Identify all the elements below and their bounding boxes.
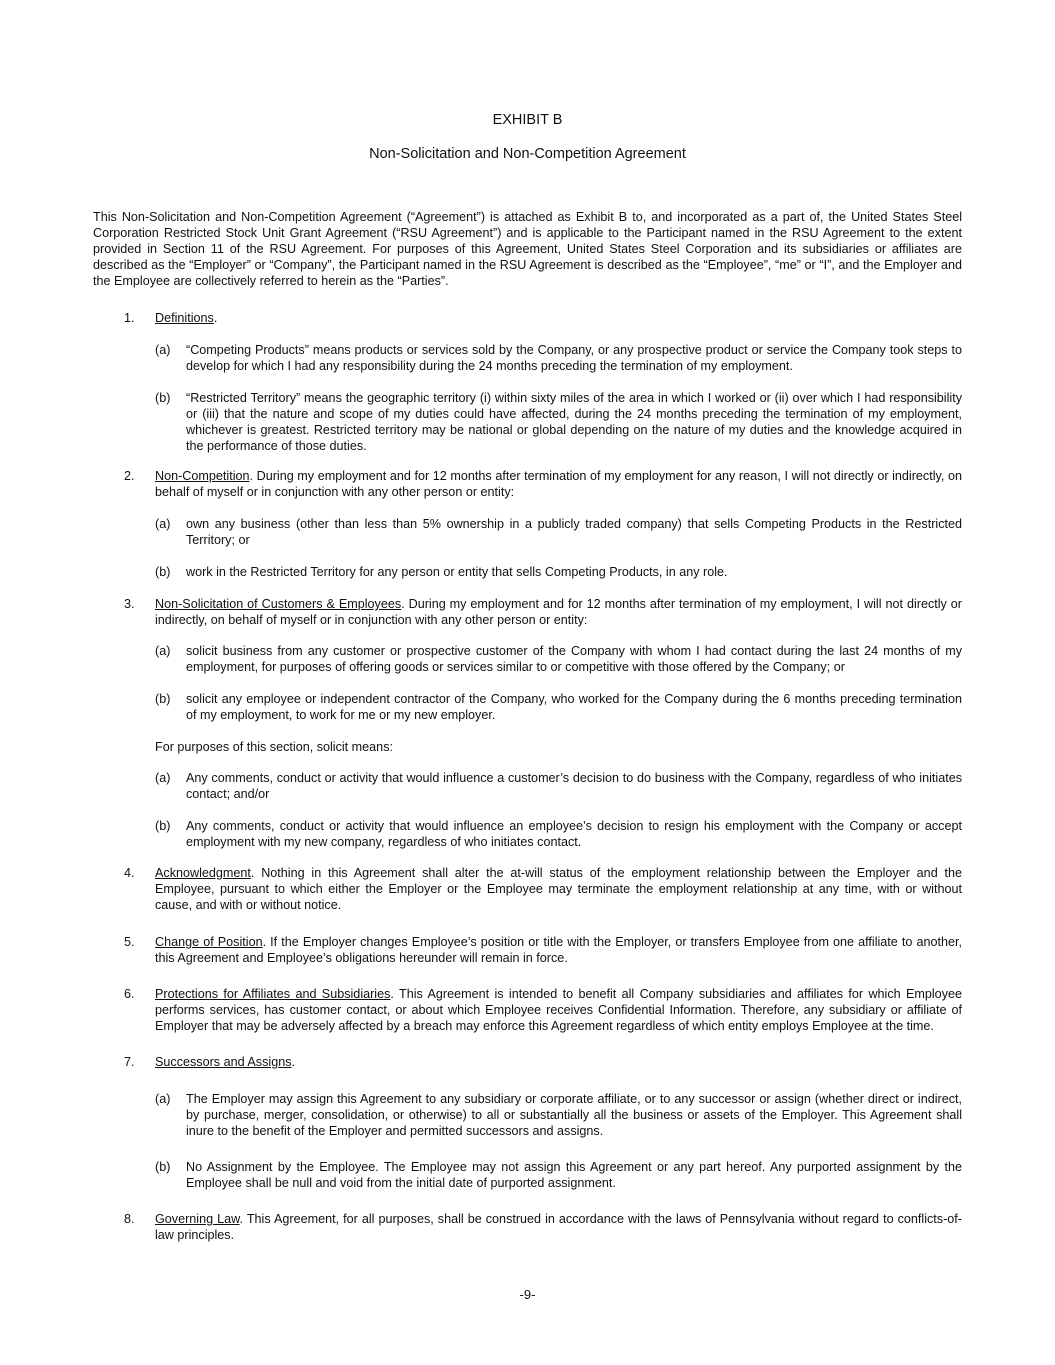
subsection-letter: (a) bbox=[155, 517, 171, 531]
exhibit-title: EXHIBIT B bbox=[492, 112, 563, 128]
intro-paragraph: This Non-Solicitation and Non-Competition Agreement (“Agreement”) is attached as Exhibit B to, and incorporated as a part of, the United States Steel Corporation Restricted Stock Unit Grant Agreement (“RSU Agreement”) and is applicable to the Participant named in the RSU Agreement to the extent provided in Section 11 of the RSU Agreement. For purposes of this Agreement, United States Steel Corporation and its subsidiaries or affiliates are described as the “Employer” or “Company”, the Participant named in the RSU Agreement is described as the “Employee”, “me” or “I”, and the Employer and the Employee are collectively referred to herein as the “Parties”. bbox=[93, 210, 962, 288]
solicit-definition-intro: For purposes of this section, solicit means: bbox=[155, 740, 393, 754]
section-7 bbox=[93, 1054, 962, 1070]
subsection-letter: (b) bbox=[155, 819, 171, 833]
section-heading: Governing Law bbox=[155, 1212, 240, 1226]
subsection-text: solicit business from any customer or prospective customer of the Company with whom I had contact during the last 24 months of my employment, for purposes of offering goods or services similar to or competitive with those offered by the Company; or bbox=[186, 644, 962, 674]
subsection-letter: (a) bbox=[155, 1092, 171, 1106]
subsection-text: “Competing Products” means products or services sold by the Company, or any prospective product or service the Company took steps to develop for which I had any responsibility during the 24 months preceding the termination of my employment. bbox=[186, 343, 962, 373]
section-6 bbox=[93, 986, 962, 1034]
section-number: 3. bbox=[124, 597, 135, 611]
subsection-text: solicit any employee or independent contractor of the Company, who worked for the Company during the 6 months preceding termination of my employment, to work for me or my new employer. bbox=[186, 692, 962, 722]
section-5 bbox=[93, 934, 962, 966]
subsection-2a bbox=[155, 516, 962, 548]
section-number: 6. bbox=[124, 987, 135, 1001]
section-heading: Successors and Assigns bbox=[155, 1055, 292, 1069]
section-heading: Change of Position bbox=[155, 935, 263, 949]
section-2 bbox=[93, 468, 962, 500]
section-number: 7. bbox=[124, 1055, 135, 1069]
subsection-text: Any comments, conduct or activity that would influence an employee’s decision to resign his employment with the Company or accept employment with my new company, regardless of who initiates contact. bbox=[186, 819, 962, 849]
subsection-text: work in the Restricted Territory for any person or entity that sells Competing Products, in any role. bbox=[186, 565, 728, 579]
subsection-1a bbox=[155, 342, 962, 374]
section-4 bbox=[93, 865, 962, 913]
section-number: 1. bbox=[124, 311, 135, 325]
section-heading: Acknowledgment bbox=[155, 866, 251, 880]
subsection-7b bbox=[155, 1159, 962, 1191]
section-8 bbox=[93, 1211, 962, 1243]
page-number: -9- bbox=[519, 1287, 536, 1302]
subsection-3b bbox=[155, 691, 962, 723]
subsection-1b bbox=[155, 390, 962, 454]
subsection-3a bbox=[155, 643, 962, 675]
section-text: . bbox=[213, 311, 218, 325]
section-heading: Non-Competition bbox=[155, 469, 250, 483]
section-1 bbox=[93, 310, 962, 326]
section-text: . bbox=[291, 1055, 296, 1069]
section-text: . If the Employer changes Employee’s position or title with the Employer, or transfers Employee from one affiliate to another, this Agreement and Employee’s obligations hereunder will remain in force. bbox=[155, 935, 962, 965]
section-number: 8. bbox=[124, 1212, 135, 1226]
section-3 bbox=[93, 596, 962, 628]
section-text: . Nothing in this Agreement shall alter the at-will status of the employment relationship between the Employer and the Employee, pursuant to which either the Employer or the Employee may terminate the employment relationship at any time, with or without cause, and with or without notice. bbox=[155, 866, 962, 912]
subsection-2b bbox=[155, 564, 962, 580]
section-text: . During my employment and for 12 months after termination of my employment for any reason, I will not directly or indirectly, on behalf of myself or in conjunction with any other person or entity: bbox=[155, 469, 962, 499]
subsection-solicit-a bbox=[155, 770, 962, 802]
subsection-7a bbox=[155, 1091, 962, 1139]
section-text: . During my employment and for 12 months after termination of my employment, I will not directly or indirectly, on behalf of myself or in conjunction with any other person or entity: bbox=[155, 597, 963, 627]
subsection-letter: (b) bbox=[155, 1160, 171, 1174]
subsection-text: own any business (other than less than 5% ownership in a publicly traded company) that sells Competing Products in the Restricted Territory; or bbox=[186, 517, 962, 547]
subsection-text: No Assignment by the Employee. The Employee may not assign this Agreement or any part hereof. Any purported assignment by the Employee shall be null and void from the initial date of purported assignment. bbox=[186, 1160, 962, 1190]
subsection-letter: (a) bbox=[155, 343, 171, 357]
agreement-title: Non-Solicitation and Non-Competition Agreement bbox=[369, 146, 686, 162]
section-heading: Definitions bbox=[155, 311, 214, 325]
subsection-text: “Restricted Territory” means the geographic territory (i) within sixty miles of the area in which I worked or (ii) over which I had responsibility or (iii) that the nature and scope of my duties could have affected, during the 24 months preceding the termination of my employment, whichever is greatest. Restricted territory may be national or global depending on the nature of my duties and the knowledge acquired in the performance of those duties. bbox=[186, 391, 962, 453]
section-heading: Protections for Affiliates and Subsidiaries bbox=[155, 987, 391, 1001]
subsection-solicit-b bbox=[155, 818, 962, 850]
subsection-letter: (a) bbox=[155, 644, 171, 658]
section-text: . This Agreement, for all purposes, shall be construed in accordance with the laws of Pennsylvania without regard to conflicts-of-law principles. bbox=[155, 1212, 962, 1242]
subsection-letter: (b) bbox=[155, 692, 171, 706]
section-number: 4. bbox=[124, 866, 135, 880]
subsection-letter: (b) bbox=[155, 391, 171, 405]
section-heading: Non-Solicitation of Customers & Employees bbox=[155, 597, 402, 611]
section-number: 2. bbox=[124, 469, 135, 483]
subsection-letter: (a) bbox=[155, 771, 171, 785]
section-number: 5. bbox=[124, 935, 135, 949]
subsection-text: The Employer may assign this Agreement to any subsidiary or corporate affiliate, or to any successor or assign (whether direct or indirect, by purchase, merger, consolidation, or otherwise) to all or substantially all the business or assets of the Employer. This Agreement shall inure to the benefit of the Employer and permitted successors and assigns. bbox=[186, 1092, 962, 1138]
subsection-letter: (b) bbox=[155, 565, 171, 579]
section-text: . This Agreement is intended to benefit all Company subsidiaries and affiliates for which Employee performs services, has customer contact, or about which Employee receives Confidential Information. Therefore, any subsidiary or affiliate of Employer that may be adversely affected by a breach may enforce this Agreement regardless of which entity employs Employee at the time. bbox=[155, 987, 962, 1033]
subsection-text: Any comments, conduct or activity that would influence a customer’s decision to do business with the Company, regardless of who initiates contact; and/or bbox=[186, 771, 962, 801]
